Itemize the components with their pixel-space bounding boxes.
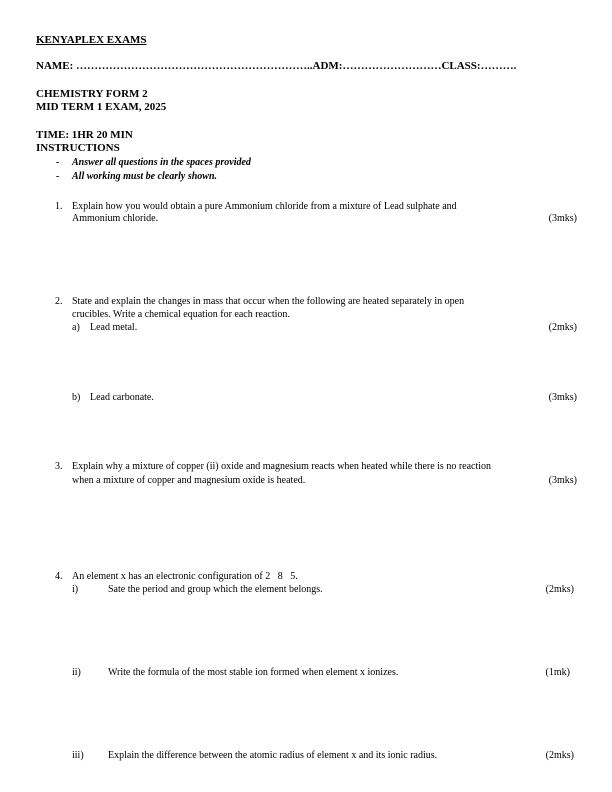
subquestion-text: Write the formula of the most stable ion formed when element x ionizes.	[108, 667, 399, 678]
question-number: 4.	[55, 571, 63, 582]
question-text: An element x has an electronic configuration of 2 8 5.	[72, 571, 298, 582]
school-title: KENYAPLEX EXAMS	[36, 34, 147, 46]
question-marks: (1mk)	[545, 667, 570, 678]
subquestion-text: Sate the period and group which the element belongs.	[108, 584, 323, 595]
question-marks: (2mks)	[545, 750, 574, 761]
question-marks: (3mks)	[548, 213, 577, 224]
instruction-item: Answer all questions in the spaces provided	[72, 157, 251, 168]
question-number: 3.	[55, 461, 63, 472]
subquestion-label: b)	[72, 392, 81, 403]
subquestion-label: iii)	[72, 750, 84, 761]
subquestion-text: Lead metal.	[90, 322, 138, 333]
question-text: Ammonium chloride.	[72, 213, 159, 224]
instruction-item: All working must be clearly shown.	[72, 171, 218, 182]
instructions-title: INSTRUCTIONS	[36, 142, 120, 154]
question-number: 1.	[55, 201, 63, 212]
exam-title: MID TERM 1 EXAM, 2025	[36, 101, 167, 113]
instruction-bullet: -	[56, 157, 60, 168]
question-text: Explain why a mixture of copper (ii) oxide and magnesium reacts when heated while there is no reaction	[72, 461, 492, 472]
question-marks: (2mks)	[548, 322, 577, 333]
instruction-bullet: -	[56, 171, 60, 182]
subject-title: CHEMISTRY FORM 2	[36, 88, 148, 100]
subquestion-label: i)	[72, 584, 79, 595]
question-text: State and explain the changes in mass that occur when the following are heated separately in open	[72, 296, 465, 307]
student-info-line: NAME: ………………………………………………………..ADM:………………………CLASS:……….	[36, 60, 517, 72]
exam-time: TIME: 1HR 20 MIN	[36, 129, 133, 141]
subquestion-label: a)	[72, 322, 80, 333]
subquestion-text: Explain the difference between the atomic radius of element x and its ionic radius.	[108, 750, 438, 761]
question-text: Explain how you would obtain a pure Ammonium chloride from a mixture of Lead sulphate and	[72, 201, 457, 212]
question-marks: (3mks)	[548, 475, 577, 486]
question-marks: (3mks)	[548, 392, 577, 403]
subquestion-label: ii)	[72, 667, 81, 678]
question-number: 2.	[55, 296, 63, 307]
subquestion-text: Lead carbonate.	[90, 392, 154, 403]
question-text: crucibles. Write a chemical equation for each reaction.	[72, 309, 290, 320]
question-marks: (2mks)	[545, 584, 574, 595]
question-text: when a mixture of copper and magnesium oxide is heated.	[72, 475, 306, 486]
